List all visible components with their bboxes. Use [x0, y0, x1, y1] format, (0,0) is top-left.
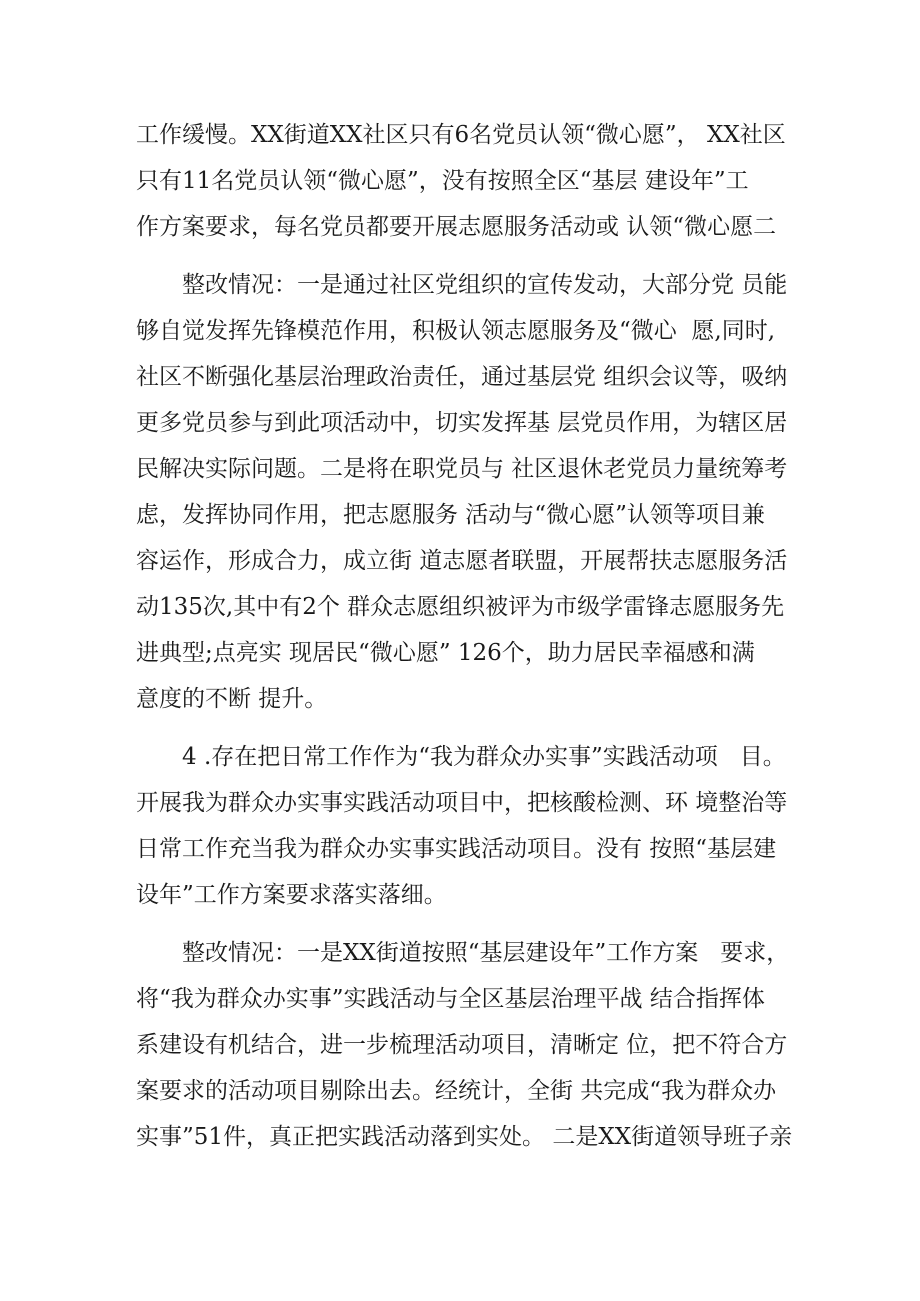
- paragraph-line: 设年”工作方案要求落实落细。: [136, 882, 447, 908]
- paragraph-1: [136, 112, 792, 250]
- paragraph-line: 整改情况：一是通过社区党组织的宣传发动，大部分党 员能: [182, 272, 788, 298]
- paragraph-line: 4 .存在把日常工作作为“我为群众办实事”实践活动项 目。: [182, 744, 786, 770]
- paragraph-line: 容运作，形成合力，成立街 道志愿者联盟，开展帮扶志愿服务活: [136, 548, 788, 574]
- paragraph-line: 民解决实际问题。二是将在职党员与 社区退休老党员力量统筹考: [136, 456, 788, 482]
- paragraph-4: [136, 930, 792, 1160]
- paragraph-3: [136, 734, 792, 918]
- paragraph-line: 案要求的活动项目剔除出去。经统计，全街 共完成“我为群众办: [136, 1078, 777, 1104]
- paragraph-line: 意度的不断 提升。: [136, 686, 328, 712]
- paragraph-line: 工作缓慢。XX街道XX社区只有6名党员认领“微心愿”， XX社区: [136, 122, 786, 148]
- paragraph-line: 更多党员参与到此项活动中，切实发挥基 层党员作用，为辖区居: [136, 410, 788, 436]
- paragraph-line: 进典型;点亮实 现居民“微心愿” 126个，助力居民幸福感和满: [136, 640, 755, 666]
- paragraph-line: 开展我为群众办实事实践活动项目中，把核酸检测、环 境整治等: [136, 790, 788, 816]
- document-body: [136, 112, 792, 1172]
- paragraph-2: [136, 262, 792, 722]
- paragraph-line: 虑，发挥协同作用，把志愿服务 活动与“微心愿”认领等项目兼: [136, 502, 765, 528]
- paragraph-line: 系建设有机结合，进一步梳理活动项目，清晰定 位，把不符合方: [136, 1032, 788, 1058]
- paragraph-line: 整改情况：一是XX街道按照“基层建设年”工作方案 要求，: [182, 940, 790, 966]
- paragraph-line: 将“我为群众办实事”实践活动与全区基层治理平战 结合指挥体: [136, 986, 765, 1012]
- paragraph-line: 够自觉发挥先锋模范作用，积极认领志愿服务及“微心 愿,同时,: [136, 318, 776, 344]
- paragraph-line: 动135次,其中有2个 群众志愿组织被评为市级学雷锋志愿服务先: [136, 594, 785, 620]
- paragraph-line: 实事”51件，真正把实践活动落到实处。 二是XX街道领导班子亲: [136, 1124, 793, 1150]
- paragraph-line: 只有11名党员认领“微心愿”，没有按照全区“基层 建设年”工: [136, 168, 749, 194]
- paragraph-line: 作方案要求，每名党员都要开展志愿服务活动或 认领“微心愿二: [136, 214, 777, 240]
- paragraph-line: 社区不断强化基层治理政治责任，通过基层党 组织会议等，吸纳: [136, 364, 788, 390]
- paragraph-line: 日常工作充当我为群众办实事实践活动项目。没有 按照“基层建: [136, 836, 777, 862]
